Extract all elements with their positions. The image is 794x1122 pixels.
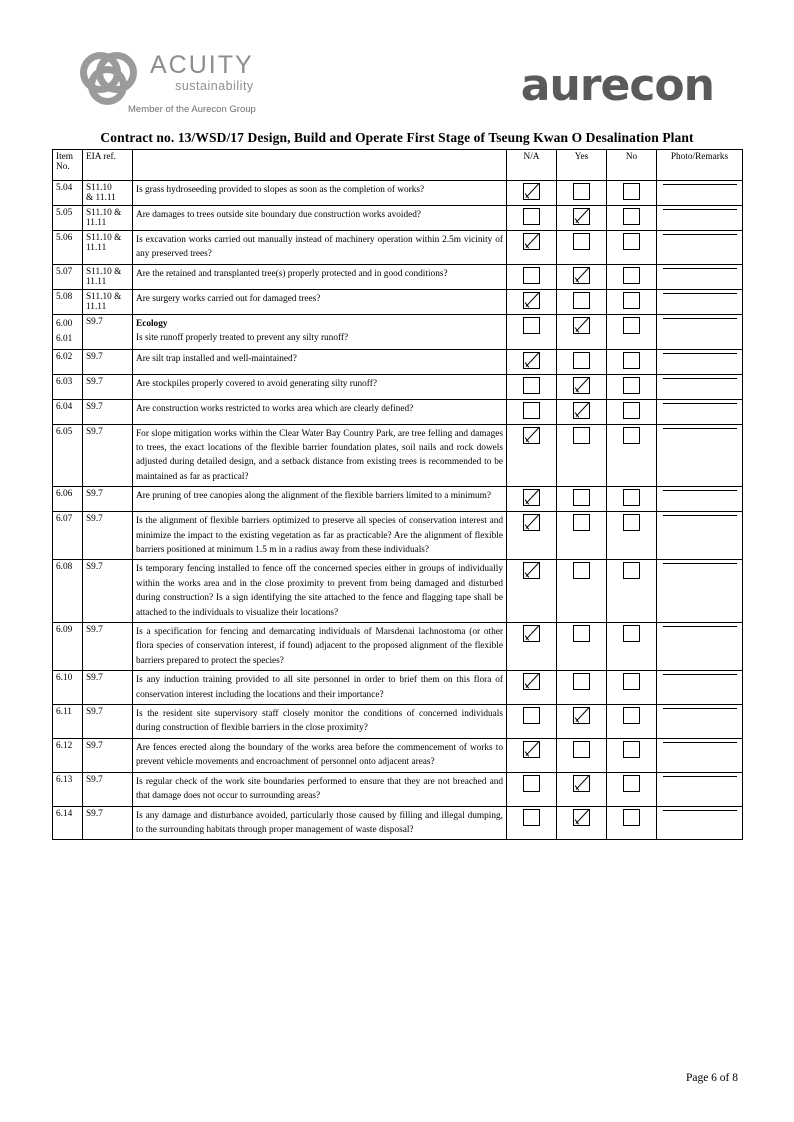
row-photo-remarks[interactable]	[657, 314, 743, 349]
checkbox-yes[interactable]	[573, 809, 590, 826]
row-checkbox-na-cell[interactable]	[507, 424, 557, 487]
checkbox-no[interactable]	[623, 377, 640, 394]
row-checkbox-yes-cell[interactable]	[557, 512, 607, 560]
checkbox-no[interactable]	[623, 673, 640, 690]
checkbox-yes[interactable]	[573, 377, 590, 394]
table-row	[53, 806, 743, 840]
row-item-no: 6.02	[53, 349, 83, 374]
row-item-no: 6.08	[53, 560, 83, 623]
row-description: Is excavation works carried out manually instead of machinery operation within 2.5m vicinity of any preserved trees?	[133, 231, 507, 265]
row-checkbox-no-cell[interactable]	[607, 512, 657, 560]
remarks-line	[663, 707, 737, 709]
row-checkbox-yes-cell[interactable]	[557, 623, 607, 671]
row-checkbox-na-cell[interactable]	[507, 738, 557, 772]
row-checkbox-no-cell[interactable]	[607, 374, 657, 399]
remarks-line	[663, 625, 737, 627]
remarks-line	[663, 809, 737, 811]
checkbox-no[interactable]	[623, 292, 640, 309]
acuity-branding	[80, 48, 256, 115]
checkbox-yes[interactable]	[573, 292, 590, 309]
row-checkbox-no-cell[interactable]	[607, 671, 657, 705]
acuity-member-note: Member of the Aurecon Group	[128, 104, 256, 115]
row-checkbox-no-cell[interactable]	[607, 806, 657, 840]
row-eia-ref: S11.10 & 11.11	[83, 181, 133, 206]
row-checkbox-na-cell[interactable]	[507, 399, 557, 424]
row-photo-remarks[interactable]	[657, 399, 743, 424]
checkbox-na[interactable]	[523, 233, 540, 250]
checkbox-na[interactable]	[523, 562, 540, 579]
checkbox-na[interactable]	[523, 707, 540, 724]
row-photo-remarks[interactable]	[657, 738, 743, 772]
checkbox-yes[interactable]	[573, 233, 590, 250]
acuity-logo-icon	[80, 48, 142, 98]
row-checkbox-na-cell[interactable]	[507, 314, 557, 349]
row-checkbox-na-cell[interactable]	[507, 705, 557, 739]
row-eia-ref: S9.7	[83, 487, 133, 512]
remarks-line	[663, 402, 737, 404]
checkbox-no[interactable]	[623, 402, 640, 419]
row-eia-ref: S9.7	[83, 738, 133, 772]
row-item-no: 6.10	[53, 671, 83, 705]
checkbox-no[interactable]	[623, 775, 640, 792]
row-description: Are construction works restricted to works area which are clearly defined?	[133, 399, 507, 424]
row-checkbox-yes-cell[interactable]	[557, 560, 607, 623]
row-checkbox-yes-cell[interactable]	[557, 289, 607, 314]
table-row	[53, 560, 743, 623]
row-description: Are the retained and transplanted tree(s) properly protected and in good conditions?	[133, 264, 507, 289]
row-photo-remarks[interactable]	[657, 289, 743, 314]
row-checkbox-na-cell[interactable]	[507, 231, 557, 265]
row-checkbox-na-cell[interactable]	[507, 349, 557, 374]
row-checkbox-na-cell[interactable]	[507, 289, 557, 314]
row-eia-ref: S11.10 & 11.11	[83, 264, 133, 289]
checklist-table	[52, 149, 743, 840]
header-photo-remarks: Photo/Remarks	[657, 150, 743, 181]
row-photo-remarks[interactable]	[657, 512, 743, 560]
row-photo-remarks[interactable]	[657, 623, 743, 671]
row-photo-remarks[interactable]	[657, 181, 743, 206]
remarks-line	[663, 741, 737, 743]
row-eia-ref: S9.7	[83, 424, 133, 487]
checkbox-na[interactable]	[523, 673, 540, 690]
remarks-line	[663, 377, 737, 379]
row-description: Are pruning of tree canopies along the alignment of the flexible barriers limited to a minimum?	[133, 487, 507, 512]
row-eia-ref: S9.7	[83, 314, 133, 349]
table-row	[53, 206, 743, 231]
row-checkbox-no-cell[interactable]	[607, 705, 657, 739]
row-eia-ref: S9.7	[83, 399, 133, 424]
row-eia-ref: S9.7	[83, 560, 133, 623]
row-item-no: 5.05	[53, 206, 83, 231]
row-description: Is the resident site supervisory staff closely monitor the conditions of concerned individuals during construction of flexible barriers in the close proximity?	[133, 705, 507, 739]
table-row	[53, 671, 743, 705]
row-photo-remarks[interactable]	[657, 264, 743, 289]
checkbox-yes[interactable]	[573, 317, 590, 334]
row-eia-ref: S9.7	[83, 806, 133, 840]
checkbox-na[interactable]	[523, 267, 540, 284]
row-eia-ref: S9.7	[83, 374, 133, 399]
checkbox-yes[interactable]	[573, 352, 590, 369]
table-row	[53, 424, 743, 487]
table-row	[53, 512, 743, 560]
checkbox-no[interactable]	[623, 267, 640, 284]
row-checkbox-yes-cell[interactable]	[557, 231, 607, 265]
row-item-no: 5.06	[53, 231, 83, 265]
table-row	[53, 181, 743, 206]
row-description: Is regular check of the work site boundaries performed to ensure that they are not breached and that damage does not occur to surrounding areas?	[133, 772, 507, 806]
checkbox-no[interactable]	[623, 514, 640, 531]
row-checkbox-na-cell[interactable]	[507, 206, 557, 231]
checkbox-na[interactable]	[523, 427, 540, 444]
acuity-name: ACUITY	[150, 51, 254, 80]
row-checkbox-na-cell[interactable]	[507, 671, 557, 705]
row-checkbox-na-cell[interactable]	[507, 487, 557, 512]
row-checkbox-yes-cell[interactable]	[557, 181, 607, 206]
checkbox-no[interactable]	[623, 741, 640, 758]
row-checkbox-yes-cell[interactable]	[557, 206, 607, 231]
checkbox-no[interactable]	[623, 625, 640, 642]
table-row	[53, 705, 743, 739]
row-item-no: 5.08	[53, 289, 83, 314]
row-eia-ref: S9.7	[83, 671, 133, 705]
checkbox-na[interactable]	[523, 317, 540, 334]
row-description: Is a specification for fencing and demarcating individuals of Marsdenai lachnostoma (or other flora species of conservation interest, if found) adjacent to the proposed alignment of the flexible barriers prepared to protect the species?	[133, 623, 507, 671]
remarks-line	[663, 489, 737, 491]
row-item-no: 6.04	[53, 399, 83, 424]
row-description: Ecology Is site runoff properly treated to prevent any silty runoff?	[133, 314, 507, 349]
row-description: Is any induction training provided to all site personnel in order to brief them on this flora of conservation interest including the locations and their importance?	[133, 671, 507, 705]
table-row	[53, 264, 743, 289]
row-description: For slope mitigation works within the Clear Water Bay Country Park, are tree felling and damages to trees, the exact locations of the flexible barrier foundation plates, soil nails and rock dowels adjusted during detailed design, and a setback distance from existing trees is recommended to be maintained as far as practical?	[133, 424, 507, 487]
row-checkbox-no-cell[interactable]	[607, 206, 657, 231]
checkbox-yes[interactable]	[573, 673, 590, 690]
row-description: Is temporary fencing installed to fence off the concerned species either in groups of individually within the works area and in the close proximity to prevent from being damaged and disturbed during construction? Is a sign identifying the site attached to the fence and flagging tape shall be attached to the individuals to visualize their locations?	[133, 560, 507, 623]
row-checkbox-na-cell[interactable]	[507, 181, 557, 206]
row-checkbox-yes-cell[interactable]	[557, 399, 607, 424]
row-photo-remarks[interactable]	[657, 806, 743, 840]
table-row	[53, 738, 743, 772]
row-checkbox-no-cell[interactable]	[607, 314, 657, 349]
checkbox-no[interactable]	[623, 183, 640, 200]
table-row	[53, 772, 743, 806]
aurecon-logo: aurecon	[520, 60, 714, 111]
row-description: Is grass hydroseeding provided to slopes as soon as the completion of works?	[133, 181, 507, 206]
row-checkbox-yes-cell[interactable]	[557, 738, 607, 772]
row-checkbox-no-cell[interactable]	[607, 181, 657, 206]
table-row	[53, 289, 743, 314]
table-row	[53, 231, 743, 265]
row-checkbox-no-cell[interactable]	[607, 623, 657, 671]
row-checkbox-na-cell[interactable]	[507, 806, 557, 840]
checkbox-no[interactable]	[623, 707, 640, 724]
row-description: Are fences erected along the boundary of the works area before the commencement of works to prevent vehicle movements and encroachment of personnel onto adjacent areas?	[133, 738, 507, 772]
row-checkbox-no-cell[interactable]	[607, 231, 657, 265]
checkbox-no[interactable]	[623, 809, 640, 826]
table-row	[53, 374, 743, 399]
row-eia-ref: S9.7	[83, 512, 133, 560]
table-header-row	[53, 150, 743, 181]
checkbox-na[interactable]	[523, 741, 540, 758]
checkbox-yes[interactable]	[573, 707, 590, 724]
checkbox-na[interactable]	[523, 183, 540, 200]
acuity-tagline: sustainability	[175, 79, 254, 94]
row-eia-ref: S11.10 & 11.11	[83, 206, 133, 231]
table-row	[53, 487, 743, 512]
row-checkbox-yes-cell[interactable]	[557, 424, 607, 487]
checkbox-no[interactable]	[623, 233, 640, 250]
checkbox-yes[interactable]	[573, 267, 590, 284]
remarks-line	[663, 562, 737, 564]
row-photo-remarks[interactable]	[657, 772, 743, 806]
row-checkbox-no-cell[interactable]	[607, 738, 657, 772]
row-description: Is the alignment of flexible barriers optimized to preserve all species of conservation interest and minimize the impact to the existing vegetation as far as practicable? Are the alignment of flexible barriers positioned at minimum 1.5 m in a radius away from these individuals?	[133, 512, 507, 560]
checkbox-no[interactable]	[623, 489, 640, 506]
row-checkbox-yes-cell[interactable]	[557, 314, 607, 349]
row-checkbox-yes-cell[interactable]	[557, 772, 607, 806]
row-checkbox-na-cell[interactable]	[507, 623, 557, 671]
checkbox-na[interactable]	[523, 377, 540, 394]
row-item-no: 6.06	[53, 487, 83, 512]
checkbox-yes[interactable]	[573, 489, 590, 506]
row-checkbox-no-cell[interactable]	[607, 487, 657, 512]
checkbox-no[interactable]	[623, 352, 640, 369]
header-yes: Yes	[557, 150, 607, 181]
remarks-line	[663, 317, 737, 319]
header-no: No	[607, 150, 657, 181]
row-eia-ref: S9.7	[83, 349, 133, 374]
remarks-line	[663, 775, 737, 777]
row-eia-ref: S9.7	[83, 772, 133, 806]
row-item-no: 6.03	[53, 374, 83, 399]
row-checkbox-na-cell[interactable]	[507, 374, 557, 399]
row-photo-remarks[interactable]	[657, 487, 743, 512]
remarks-line	[663, 183, 737, 185]
table-row	[53, 349, 743, 374]
checkbox-no[interactable]	[623, 208, 640, 225]
row-description: Are silt trap installed and well-maintained?	[133, 349, 507, 374]
table-row	[53, 399, 743, 424]
checkbox-yes[interactable]	[573, 625, 590, 642]
row-checkbox-yes-cell[interactable]	[557, 487, 607, 512]
page-title: Contract no. 13/WSD/17 Design, Build and Operate First Stage of Tseung Kwan O Desalination Plant	[100, 130, 694, 145]
row-checkbox-no-cell[interactable]	[607, 560, 657, 623]
checkbox-na[interactable]	[523, 292, 540, 309]
checkbox-na[interactable]	[523, 625, 540, 642]
row-checkbox-yes-cell[interactable]	[557, 671, 607, 705]
row-photo-remarks[interactable]	[657, 560, 743, 623]
row-description: Is any damage and disturbance avoided, particularly those caused by filling and illegal dumping, to the surrounding habitats through proper management of waste disposal?	[133, 806, 507, 840]
checkbox-yes[interactable]	[573, 514, 590, 531]
document-header	[52, 40, 742, 126]
row-item-no: 6.13	[53, 772, 83, 806]
row-checkbox-yes-cell[interactable]	[557, 705, 607, 739]
checkbox-na[interactable]	[523, 489, 540, 506]
row-checkbox-yes-cell[interactable]	[557, 374, 607, 399]
remarks-line	[663, 233, 737, 235]
row-checkbox-no-cell[interactable]	[607, 289, 657, 314]
row-checkbox-na-cell[interactable]	[507, 772, 557, 806]
row-checkbox-no-cell[interactable]	[607, 772, 657, 806]
row-item-no: 6.12	[53, 738, 83, 772]
page-number: Page 6 of 8	[685, 1072, 738, 1084]
checkbox-na[interactable]	[523, 775, 540, 792]
checkbox-yes[interactable]	[573, 562, 590, 579]
checkbox-na[interactable]	[523, 352, 540, 369]
row-photo-remarks[interactable]	[657, 424, 743, 487]
table-row	[53, 314, 743, 349]
checkbox-na[interactable]	[523, 208, 540, 225]
row-checkbox-yes-cell[interactable]	[557, 349, 607, 374]
row-photo-remarks[interactable]	[657, 206, 743, 231]
row-checkbox-no-cell[interactable]	[607, 264, 657, 289]
checkbox-na[interactable]	[523, 402, 540, 419]
row-eia-ref: S11.10 & 11.11	[83, 231, 133, 265]
row-item-no: 6.11	[53, 705, 83, 739]
checkbox-no[interactable]	[623, 427, 640, 444]
row-checkbox-no-cell[interactable]	[607, 424, 657, 487]
row-checkbox-na-cell[interactable]	[507, 264, 557, 289]
row-item-no: 6.07	[53, 512, 83, 560]
row-item-no: 6.05	[53, 424, 83, 487]
row-photo-remarks[interactable]	[657, 671, 743, 705]
checkbox-yes[interactable]	[573, 208, 590, 225]
checkbox-no[interactable]	[623, 317, 640, 334]
checkbox-na[interactable]	[523, 514, 540, 531]
checkbox-yes[interactable]	[573, 402, 590, 419]
row-item-no: 5.04	[53, 181, 83, 206]
row-checkbox-na-cell[interactable]	[507, 512, 557, 560]
row-description: Are damages to trees outside site boundary due construction works avoided?	[133, 206, 507, 231]
row-checkbox-no-cell[interactable]	[607, 349, 657, 374]
row-photo-remarks[interactable]	[657, 349, 743, 374]
checkbox-yes[interactable]	[573, 427, 590, 444]
row-item-no: 6.00 6.01	[53, 314, 83, 349]
row-photo-remarks[interactable]	[657, 705, 743, 739]
remarks-line	[663, 352, 737, 354]
remarks-line	[663, 514, 737, 516]
remarks-line	[663, 208, 737, 210]
checkbox-yes[interactable]	[573, 183, 590, 200]
header-eia-ref: EIA ref.	[83, 150, 133, 181]
row-item-no: 6.14	[53, 806, 83, 840]
row-description: Are surgery works carried out for damaged trees?	[133, 289, 507, 314]
row-checkbox-yes-cell[interactable]	[557, 806, 607, 840]
row-item-no: 6.09	[53, 623, 83, 671]
row-eia-ref: S9.7	[83, 623, 133, 671]
remarks-line	[663, 427, 737, 429]
table-row	[53, 623, 743, 671]
header-na: N/A	[507, 150, 557, 181]
remarks-line	[663, 673, 737, 675]
row-checkbox-no-cell[interactable]	[607, 399, 657, 424]
remarks-line	[663, 267, 737, 269]
row-photo-remarks[interactable]	[657, 231, 743, 265]
row-photo-remarks[interactable]	[657, 374, 743, 399]
row-item-no: 5.07	[53, 264, 83, 289]
row-eia-ref: S11.10 & 11.11	[83, 289, 133, 314]
row-checkbox-na-cell[interactable]	[507, 560, 557, 623]
checkbox-yes[interactable]	[573, 775, 590, 792]
checkbox-no[interactable]	[623, 562, 640, 579]
row-checkbox-yes-cell[interactable]	[557, 264, 607, 289]
header-item-no: Item No.	[53, 150, 83, 181]
header-description	[133, 150, 507, 181]
row-eia-ref: S9.7	[83, 705, 133, 739]
row-description: Are stockpiles properly covered to avoid generating silty runoff?	[133, 374, 507, 399]
remarks-line	[663, 292, 737, 294]
checkbox-na[interactable]	[523, 809, 540, 826]
checkbox-yes[interactable]	[573, 741, 590, 758]
